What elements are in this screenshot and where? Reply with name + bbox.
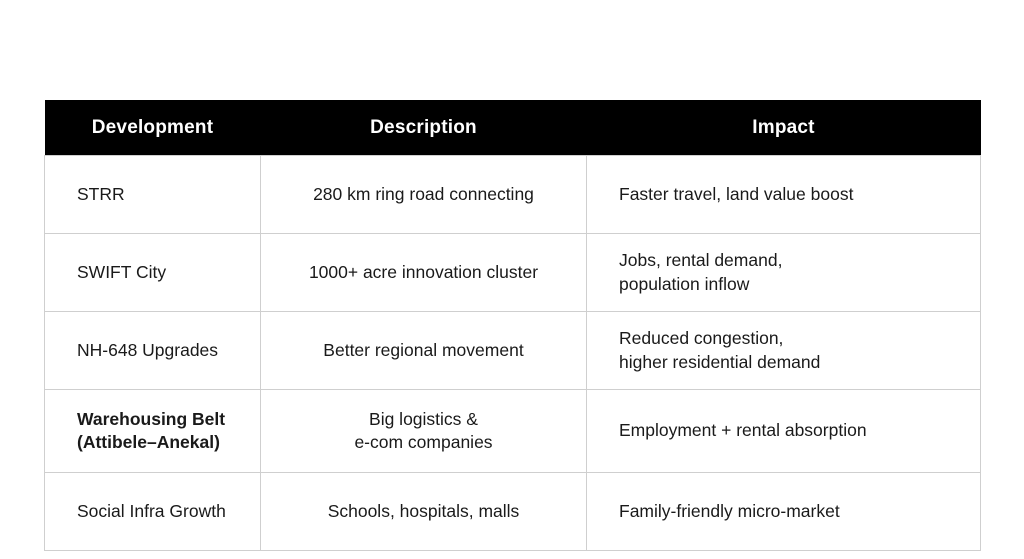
- table-row: [45, 473, 981, 551]
- impact-text-line1: Reduced congestion,: [619, 328, 784, 349]
- description-text: Schools, hospitals, malls: [327, 500, 520, 521]
- development-text-line2: (Attibele–Anekal): [77, 432, 220, 452]
- cell-description: [261, 234, 587, 312]
- description-text-line2: e-com companies: [354, 432, 493, 452]
- cell-impact: [587, 234, 981, 312]
- infrastructure-table: [44, 100, 981, 551]
- table-body: [45, 156, 981, 551]
- cell-description: [261, 156, 587, 234]
- impact-text-line2: population inflow: [619, 273, 750, 294]
- cell-development: [45, 473, 261, 551]
- impact-text: Faster travel, land value boost: [619, 183, 854, 204]
- table-row: [45, 156, 981, 234]
- cell-development: [45, 234, 261, 312]
- table-row: [45, 312, 981, 390]
- development-text-line1: Warehousing Belt: [77, 408, 226, 429]
- development-text: SWIFT City: [77, 261, 167, 282]
- cell-description: [261, 390, 587, 473]
- column-header-impact: Impact: [587, 100, 981, 156]
- impact-text: Employment + rental absorption: [619, 420, 867, 441]
- description-text: 280 km ring road connecting: [313, 183, 534, 204]
- cell-impact: [587, 473, 981, 551]
- column-header-description: Description: [261, 100, 587, 156]
- cell-description: [261, 473, 587, 551]
- infrastructure-table-container: [44, 100, 980, 551]
- column-header-development: Development: [45, 100, 261, 156]
- cell-impact: [587, 390, 981, 473]
- development-text: STRR: [77, 183, 125, 204]
- table-row: [45, 234, 981, 312]
- table-row: [45, 390, 981, 473]
- impact-text-line1: Jobs, rental demand,: [619, 250, 783, 271]
- development-text: Social Infra Growth: [77, 500, 226, 521]
- cell-description: [261, 312, 587, 390]
- table-header: [45, 100, 981, 156]
- cell-development: [45, 156, 261, 234]
- cell-development: [45, 390, 261, 473]
- description-text: Better regional movement: [323, 339, 524, 360]
- impact-text-line2: higher residential demand: [619, 351, 821, 372]
- cell-development: [45, 312, 261, 390]
- development-text: NH-648 Upgrades: [77, 339, 219, 360]
- cell-impact: [587, 156, 981, 234]
- cell-impact: [587, 312, 981, 390]
- impact-text: Family-friendly micro-market: [619, 500, 840, 521]
- description-text-line1: Big logistics &: [369, 408, 478, 429]
- table-header-row: [45, 100, 981, 156]
- description-text: 1000+ acre innovation cluster: [308, 261, 539, 282]
